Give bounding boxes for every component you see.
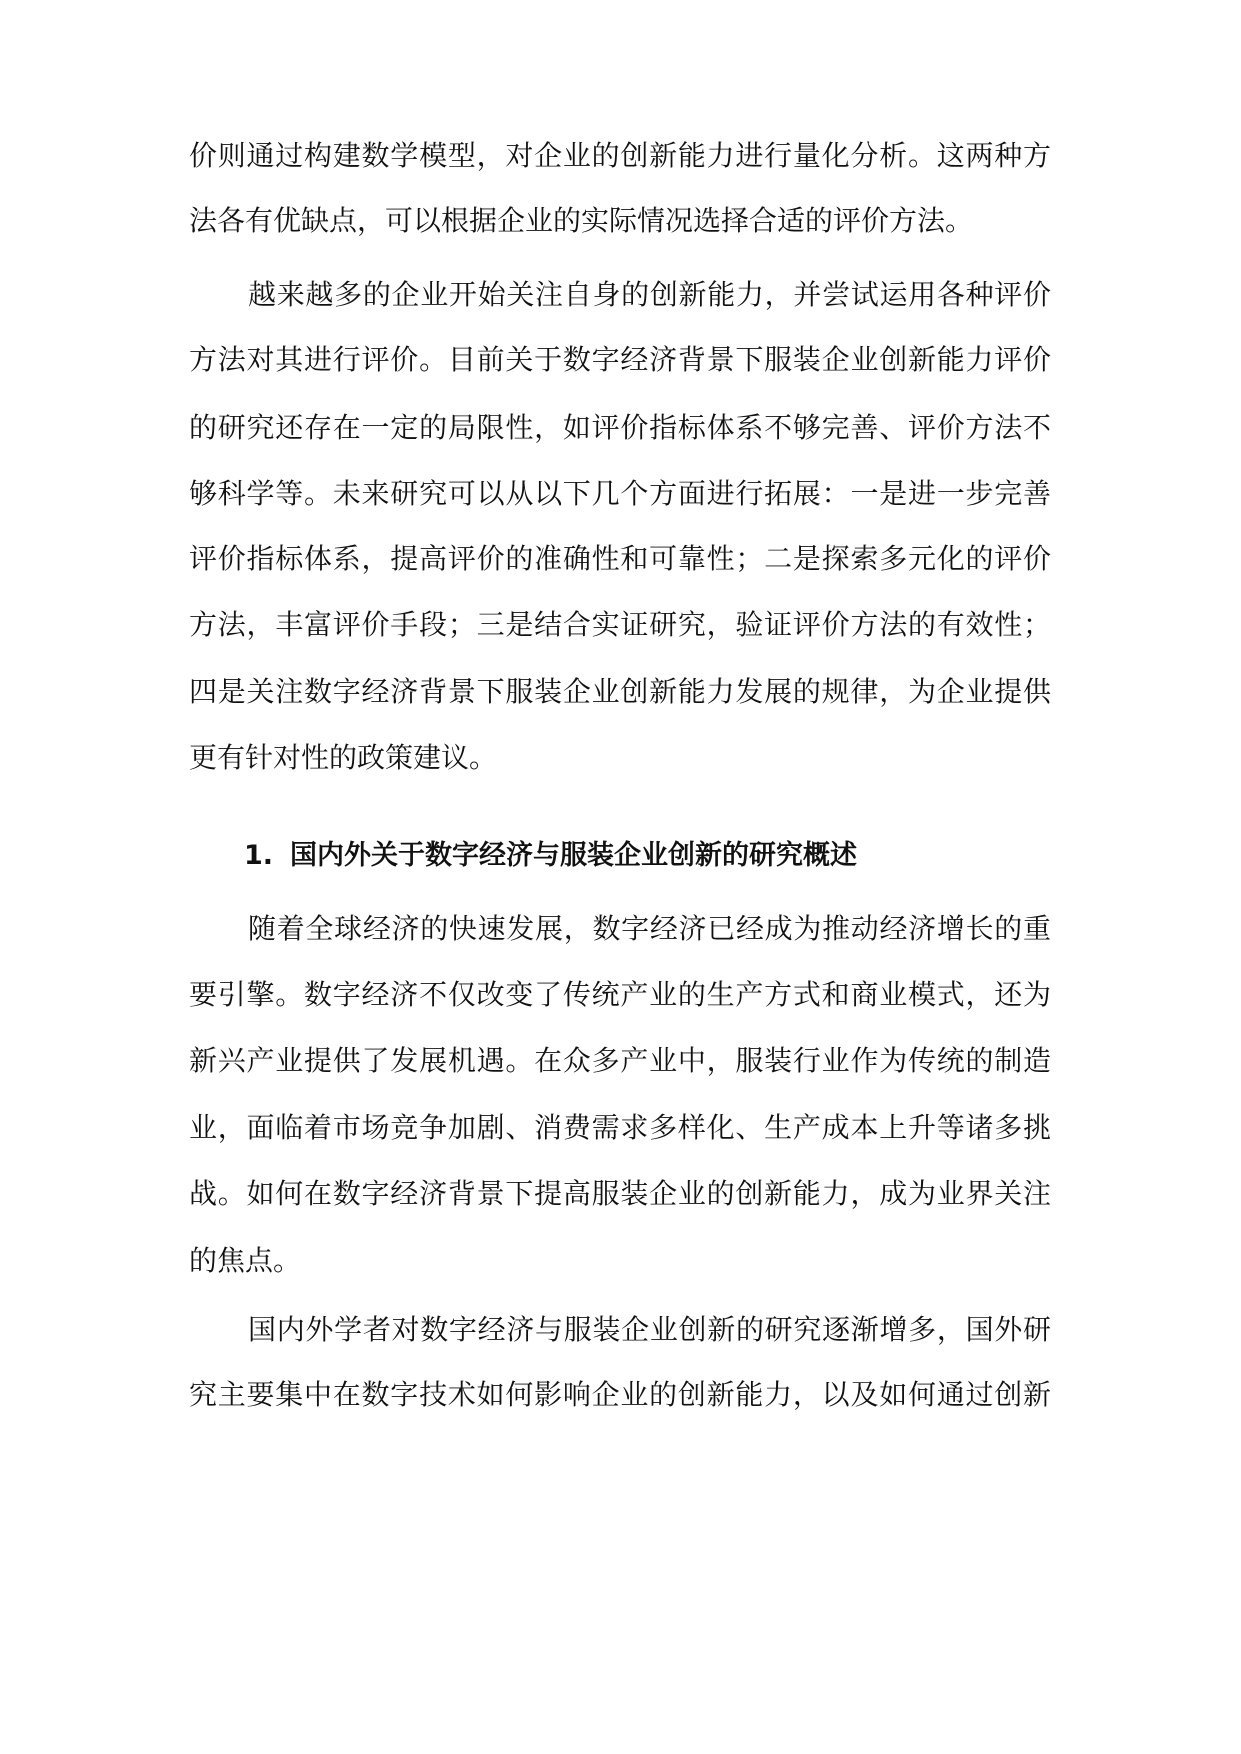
paragraph-4-line-2: 究主要集中在数字技术如何影响企业的创新能力，以及如何通过创新 bbox=[189, 1378, 1051, 1411]
paragraph-2-line-1: 越来越多的企业开始关注自身的创新能力，并尝试运用各种评价 bbox=[248, 278, 1051, 311]
paragraph-4-line-1: 国内外学者对数字经济与服装企业创新的研究逐渐增多，国外研 bbox=[248, 1313, 1051, 1346]
paragraph-3-line-1: 随着全球经济的快速发展，数字经济已经成为推动经济增长的重 bbox=[248, 912, 1051, 945]
paragraph-3-line-5: 战。如何在数字经济背景下提高服装企业的创新能力，成为业界关注 bbox=[189, 1177, 1051, 1210]
paragraph-3-line-4: 业，面临着市场竞争加剧、消费需求多样化、生产成本上升等诸多挑 bbox=[189, 1111, 1051, 1144]
paragraph-3-line-2: 要引擎。数字经济不仅改变了传统产业的生产方式和商业模式，还为 bbox=[189, 978, 1051, 1011]
paragraph-3-line-6: 的焦点。 bbox=[189, 1244, 302, 1277]
paragraph-3-line-3: 新兴产业提供了发展机遇。在众多产业中，服装行业作为传统的制造 bbox=[189, 1044, 1051, 1077]
paragraph-2-line-5: 评价指标体系，提高评价的准确性和可靠性；二是探索多元化的评价 bbox=[189, 542, 1051, 575]
paragraph-2-line-3: 的研究还存在一定的局限性，如评价指标体系不够完善、评价方法不 bbox=[189, 411, 1051, 444]
paragraph-2-line-4: 够科学等。未来研究可以从以下几个方面进行拓展：一是进一步完善 bbox=[189, 477, 1051, 510]
paragraph-2-line-2: 方法对其进行评价。目前关于数字经济背景下服装企业创新能力评价 bbox=[189, 343, 1051, 376]
paragraph-2-line-8: 更有针对性的政策建议。 bbox=[189, 741, 498, 774]
paragraph-1-line-2: 法各有优缺点，可以根据企业的实际情况选择合适的评价方法。 bbox=[189, 204, 974, 237]
paragraph-1-line-1: 价则通过构建数学模型，对企业的创新能力进行量化分析。这两种方 bbox=[189, 139, 1051, 172]
section-number: 1. bbox=[244, 840, 274, 871]
section-heading bbox=[244, 831, 1044, 881]
paragraph-2-line-7: 四是关注数字经济背景下服装企业创新能力发展的规律，为企业提供 bbox=[189, 675, 1051, 708]
paragraph-2-line-6: 方法，丰富评价手段；三是结合实证研究，验证评价方法的有效性； bbox=[189, 608, 1051, 641]
section-title: 国内外关于数字经济与服装企业创新的研究概述 bbox=[290, 840, 857, 871]
